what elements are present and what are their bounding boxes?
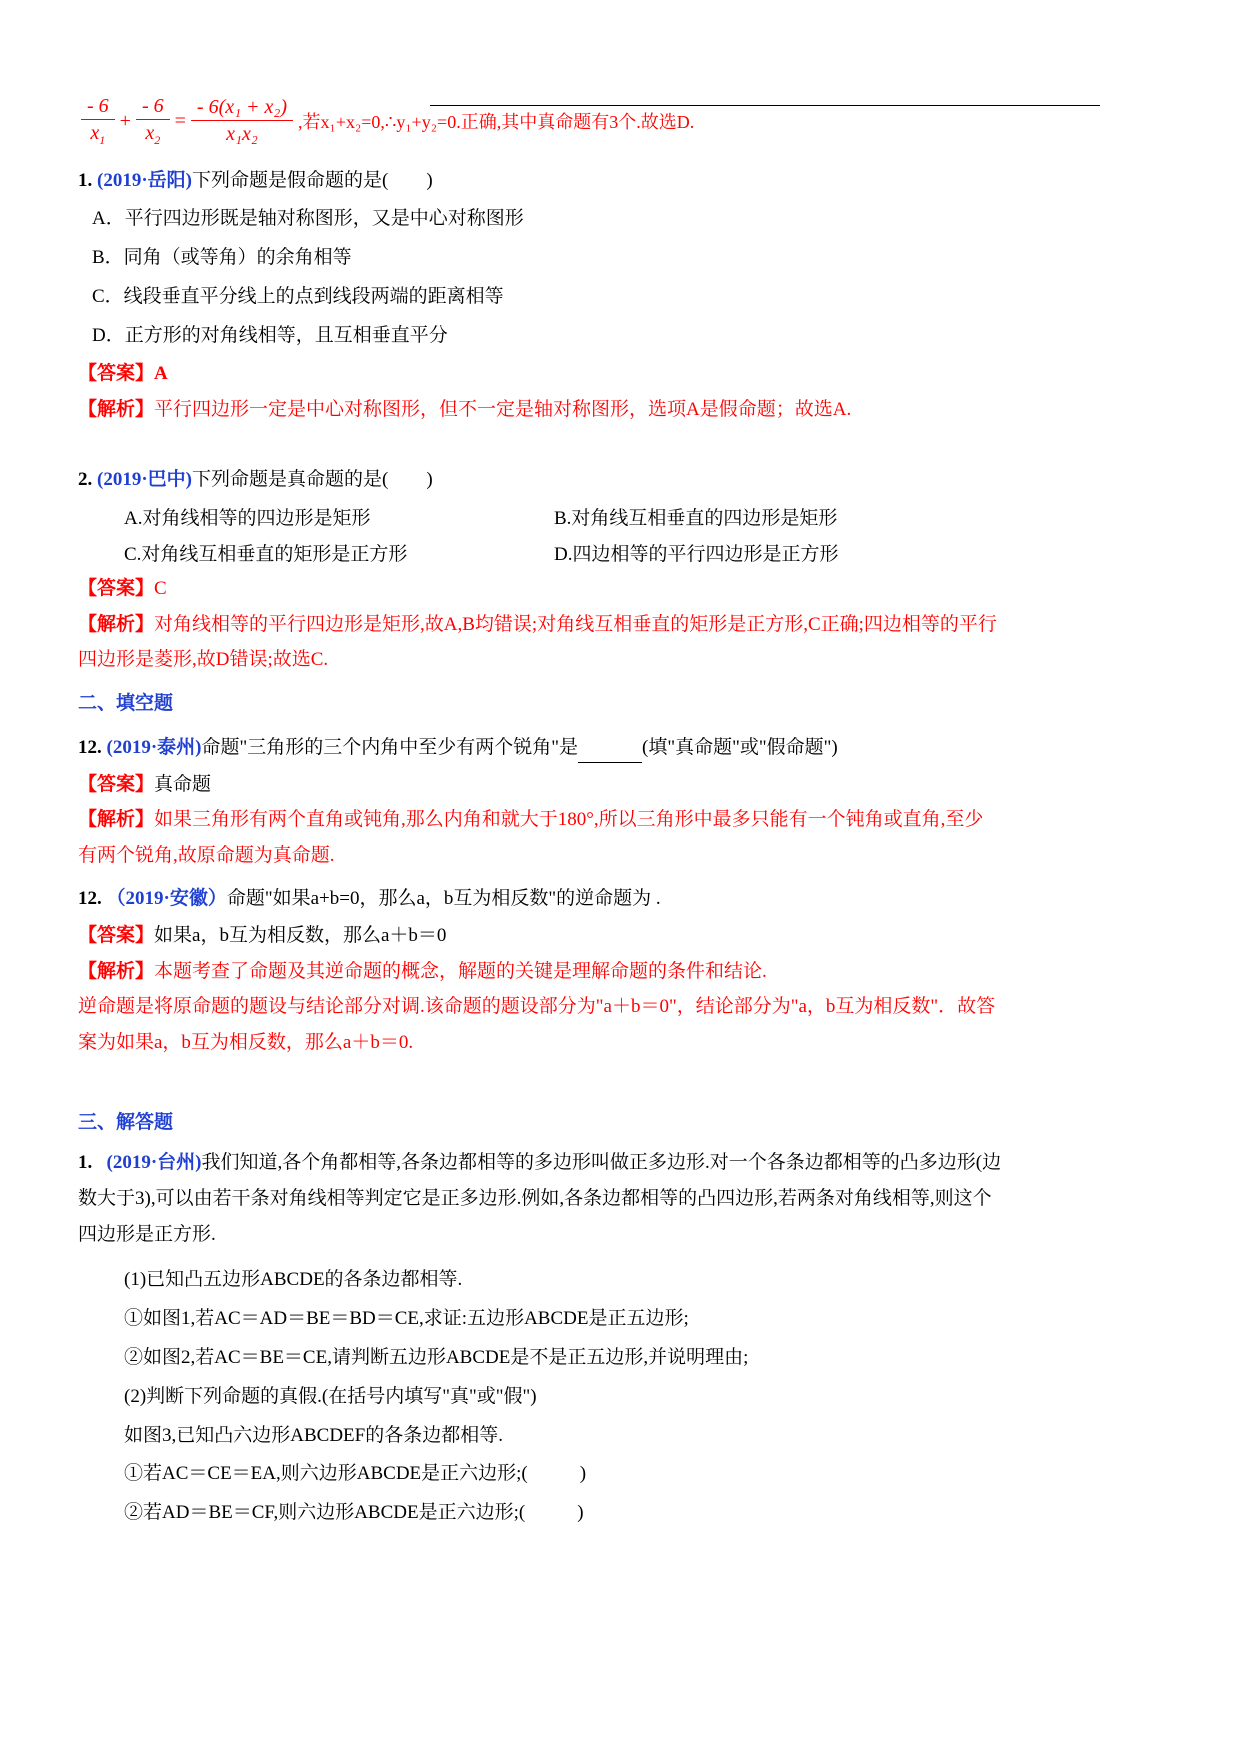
- question-3-sub-item-4: (2)判断下列命题的真假.(在括号内填写"真"或"假"): [124, 1385, 537, 1407]
- fraction-1: [81, 95, 115, 148]
- question-3-final-item-2-close: ): [577, 1502, 584, 1524]
- question-1-analysis-text: 平行四边形一定是中心对称图形，但不一定是轴对称图形，选项A是假命题；故选A.: [154, 398, 852, 420]
- formula-tail-text: ,若x₁+x₂=0,∴y₁+y₂=0.正确,其中真命题有3个.故选D.: [298, 112, 695, 132]
- question-1-option-d: D．正方形的对角线相等，且互相垂直平分: [92, 325, 448, 347]
- fraction-3-numerator: - 6(x₁ + x₂): [191, 96, 293, 121]
- question-12a-number: 12.: [78, 736, 102, 758]
- answer-tag: 【答案】: [78, 363, 155, 385]
- fraction-1-numerator: - 6: [81, 95, 115, 120]
- question-1-number: 1.: [78, 170, 93, 191]
- question-1-analysis: [78, 396, 1163, 425]
- analysis-tag: 【解析】: [78, 613, 155, 635]
- question-3-heading: [78, 1148, 1163, 1179]
- question-2-option-d: D.四边相等的平行四边形是正方形: [554, 544, 839, 566]
- question-3-final-item-1-close: ): [579, 1463, 587, 1485]
- question-12a-analysis-text-1: 如果三角形有两个直角或钝角,那么内角和就大于180°,所以三角形中最多只能有一个钝角或直角,至少: [154, 809, 984, 831]
- analysis-tag: 【解析】: [78, 398, 155, 420]
- question-3-body-line-3: 四边形是正方形.: [78, 1223, 216, 1245]
- question-3-final-item-2-text: ②若AD＝BE＝CF,则六边形ABCDE是正六边形;(: [124, 1502, 526, 1524]
- question-12a-answer-value: 真命题: [154, 773, 212, 795]
- fraction-3: [191, 96, 293, 146]
- question-12b-stem: 命题"如果a+b=0，那么a，b互为相反数"的逆命题为 .: [226, 888, 661, 910]
- question-12a-analysis-line-1: [78, 806, 1163, 835]
- question-3-body-line-1: 我们知道,各个角都相等,各条边都相等的多边形叫做正多边形.对一个各条边都相等的凸多边形(边: [201, 1152, 1002, 1174]
- question-12a-analysis-line-2: [78, 842, 1163, 871]
- question-1-answer: [78, 360, 1163, 389]
- question-3-sub-item-2: ①如图1,若AC＝AD＝BE＝BD＝CE,求证:五边形ABCDE是正五边形;: [124, 1308, 689, 1330]
- fraction-2-denominator: $x_2$: [145, 121, 161, 147]
- question-1-option-a: A．平行四边形既是轴对称图形，又是中心对称图形: [92, 208, 524, 230]
- answer-tag: 【答案】: [78, 925, 155, 947]
- question-2-stem: 下列命题是真命题的是( ): [192, 469, 433, 491]
- question-1-stem: 下列命题是假命题的是( ): [192, 170, 433, 191]
- question-2-analysis-line-2: [78, 646, 1163, 675]
- question-1-source: (2019·岳阳): [97, 170, 192, 191]
- horizontal-rule: [430, 105, 1100, 106]
- question-3-number: 1.: [78, 1152, 93, 1174]
- question-2-analysis-text-2: 四边形是菱形,故D错误;故选C.: [78, 649, 329, 671]
- question-2-options-row-1: [78, 503, 1163, 530]
- top-formula-line: [78, 90, 1163, 152]
- question-2-analysis-line-1: [78, 611, 1163, 640]
- question-12b-heading: [78, 884, 1163, 914]
- section-3-heading: 三、解答题: [78, 1112, 174, 1134]
- question-3-sub-item-5: 如图3,已知凸六边形ABCDEF的各条边都相等.: [124, 1424, 503, 1446]
- question-2-heading: [78, 465, 1163, 495]
- question-3-final-item-2: [78, 1498, 1163, 1529]
- question-12b-analysis-text-1: 本题考查了命题及其逆命题的概念，解题的关键是理解命题的条件和结论.: [154, 960, 767, 982]
- analysis-tag: 【解析】: [78, 960, 155, 982]
- question-12b-analysis-text-2: 逆命题是将原命题的题设与结论部分对调.该命题的题设部分为"a＋b＝0"，结论部分为"a，b互为相反数"．故答: [78, 996, 996, 1018]
- question-1-heading: [78, 166, 1163, 196]
- equals-operator: =: [174, 109, 186, 132]
- question-2-option-a: A.对角线相等的四边形是矩形: [124, 508, 371, 530]
- question-3-sub-item-3: ②如图2,若AC＝BE＝CE,请判断五边形ABCDE是不是正五边形,并说明理由;: [124, 1346, 749, 1368]
- question-12b-analysis-text-3: 案为如果a，b互为相反数，那么a＋b＝0.: [78, 1031, 414, 1053]
- question-3-final-item-1: [78, 1459, 1163, 1490]
- fraction-2-numerator: - 6: [136, 95, 170, 120]
- spacer: [78, 1064, 1163, 1094]
- spacer: [78, 1255, 1163, 1265]
- question-12b-analysis-line-2: [78, 993, 1163, 1022]
- answer-tag: 【答案】: [78, 773, 155, 795]
- question-12a-analysis-text-2: 有两个锐角,故原命题为真命题.: [78, 844, 335, 866]
- question-2-answer-value: C: [154, 578, 167, 600]
- question-2-analysis-text-1: 对角线相等的平行四边形是矩形,故A,B均错误;对角线互相垂直的矩形是正方形,C正确;四边相等的平行: [154, 613, 997, 635]
- question-2-number: 2.: [78, 469, 93, 491]
- question-12b-analysis-line-3: [78, 1029, 1163, 1058]
- analysis-tag: 【解析】: [78, 809, 155, 831]
- question-1-option-c: C．线段垂直平分线上的点到线段两端的距离相等: [92, 286, 504, 308]
- question-12a-stem-before: 命题"三角形的三个内角中至少有两个锐角"是: [201, 736, 579, 758]
- question-12b-answer: [78, 922, 1163, 951]
- fraction-2: [136, 95, 170, 148]
- fraction-1-denominator: $x_1$: [90, 121, 106, 147]
- question-12b-analysis-line-1: [78, 958, 1163, 987]
- plus-operator: +: [119, 109, 131, 132]
- question-12b-number: 12.: [78, 888, 102, 910]
- fill-blank: [578, 743, 642, 763]
- question-12a-source: (2019·泰州): [106, 736, 202, 758]
- question-2-option-c: C.对角线互相垂直的矩形是正方形: [124, 544, 408, 566]
- question-3-body-line-2: 数大于3),可以由若干条对角线相等判定它是正多边形.例如,各条边都相等的凸四边形,若两条对角线相等,则这个: [78, 1187, 992, 1209]
- question-12b-answer-value: 如果a，b互为相反数，那么a＋b＝0: [154, 925, 447, 947]
- question-12a-answer: [78, 771, 1163, 800]
- question-3-final-item-1-text: ①若AC＝CE＝EA,则六边形ABCDE是正六边形;(: [124, 1463, 528, 1485]
- question-12b-source: （2019·安徽）: [106, 888, 227, 910]
- spacer: [78, 431, 1163, 451]
- question-1-option-b: B．同角（或等角）的余角相等: [92, 247, 352, 269]
- question-3-source: (2019·台州): [106, 1152, 202, 1174]
- question-2-options-row-2: [78, 539, 1163, 566]
- fraction-3-denominator: x₁x₂: [226, 123, 258, 145]
- question-2-answer: [78, 575, 1163, 604]
- question-2-source: (2019·巴中): [97, 469, 192, 491]
- question-12a-stem-after: (填"真命题"或"假命题"): [642, 736, 838, 758]
- question-1-answer-value: A: [154, 363, 168, 385]
- section-2-heading: 二、填空题: [78, 692, 174, 714]
- question-3-sub-item-1: (1)已知凸五边形ABCDE的各条边都相等.: [124, 1269, 463, 1291]
- question-12a-heading: [78, 733, 1163, 763]
- question-2-option-b: B.对角线互相垂直的四边形是矩形: [554, 508, 838, 530]
- answer-tag: 【答案】: [78, 578, 155, 600]
